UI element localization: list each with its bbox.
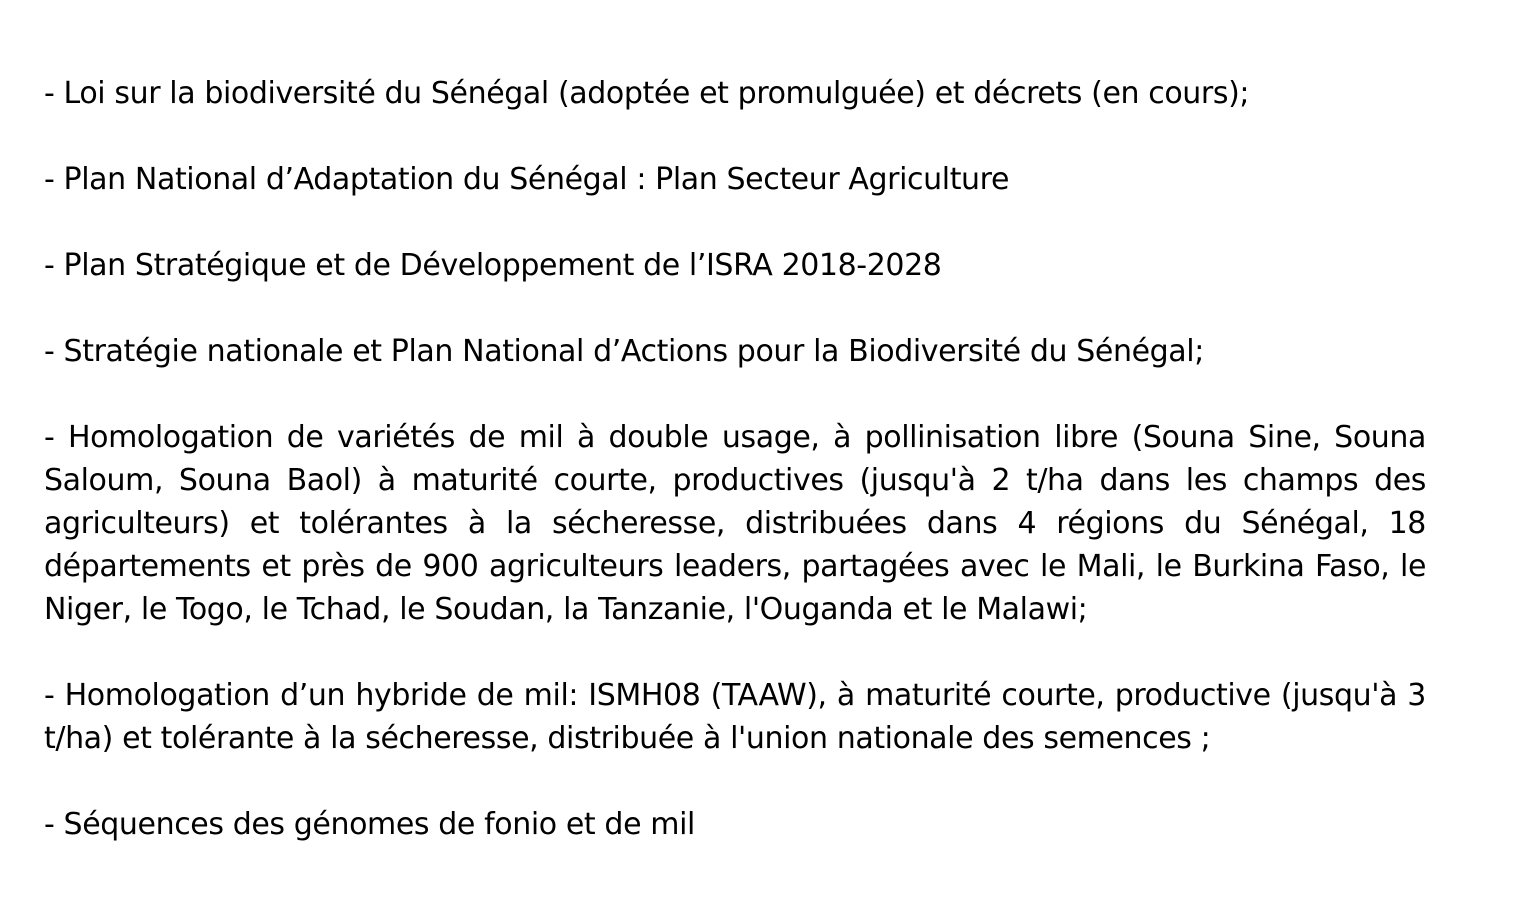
bullet-list	[44, 72, 1426, 846]
paragraph-biodiversity-law: - Loi sur la biodiversité du Sénégal (adoptée et promulguée) et décrets (en cours);	[44, 76, 1250, 111]
paragraph-biodiversity-strategy: - Stratégie nationale et Plan National d’Actions pour la Biodiversité du Sénégal;	[44, 334, 1204, 369]
paragraph-millet-hybrid: - Homologation d’un hybride de mil: ISMH08 (TAAW), à maturité courte, productive (jusqu'à 3 t/ha) et tolérante à la sécheresse, distribuée à l'union nationale des semences ;	[44, 678, 1426, 756]
paragraph-national-adaptation-plan: - Plan National d’Adaptation du Sénégal : Plan Secteur Agriculture	[44, 162, 1010, 197]
paragraph-millet-varieties: - Homologation de variétés de mil à double usage, à pollinisation libre (Souna Sine, Souna Saloum, Souna Baol) à maturité courte, productives (jusqu'à 2 t/ha dans les champs des agriculteurs) et tolérantes à la sécheresse, distribuées dans 4 régions du Sénégal, 18 départements et près de 900 agriculteurs leaders, partagées avec le Mali, le Burkina Faso, le Niger, le Togo, le Tchad, le Soudan, la Tanzanie, l'Ouganda et le Malawi;	[44, 420, 1426, 627]
paragraph-genome-sequences: - Séquences des génomes de fonio et de mil	[44, 807, 695, 842]
paragraph-isra-strategic-plan: - Plan Stratégique et de Développement de l’ISRA 2018-2028	[44, 248, 942, 283]
